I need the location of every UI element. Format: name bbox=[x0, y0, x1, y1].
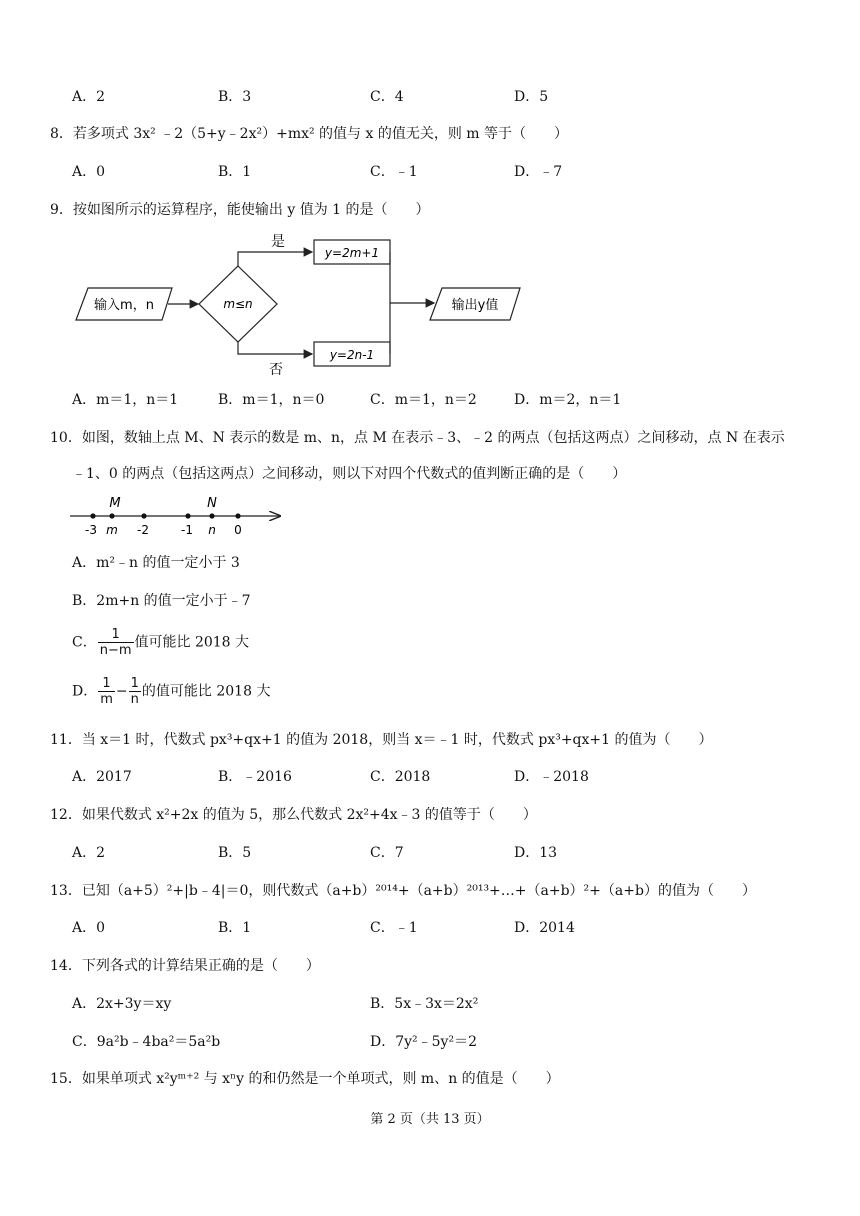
question-11-stem: 11．当 x＝1 时，代数式 px³+qx+1 的值为 2018，则当 x＝﹣1 时，代数式 px³+qx+1 的值为（ ） bbox=[50, 732, 713, 748]
q7-options bbox=[72, 87, 832, 107]
output-label: 输出y值 bbox=[451, 298, 499, 313]
fraction bbox=[98, 676, 115, 707]
input-label: 输入m，n bbox=[94, 298, 154, 313]
point-zero bbox=[235, 513, 240, 518]
q14-options-row2 bbox=[72, 1032, 832, 1052]
option[interactable]: B．1 bbox=[218, 164, 252, 180]
option[interactable]: B．﹣2016 bbox=[218, 769, 292, 785]
question-12-stem: 12．如果代数式 x²+2x 的值为 5，那么代数式 2x²+4x﹣3 的值等于（ ） bbox=[50, 807, 537, 823]
q10-option-b[interactable]: B．2m+n 的值一定小于﹣7 bbox=[72, 593, 251, 609]
tick-label: 0 bbox=[234, 523, 242, 537]
q12-options bbox=[72, 843, 832, 863]
option[interactable]: C．2018 bbox=[370, 769, 431, 785]
numerator: 1 bbox=[98, 676, 115, 692]
option[interactable]: C．9a²b﹣4ba²＝5a²b bbox=[72, 1034, 221, 1050]
option[interactable]: D．5 bbox=[514, 89, 549, 105]
point-n bbox=[209, 513, 214, 518]
q8-options bbox=[72, 162, 832, 182]
flowchart bbox=[70, 228, 530, 380]
number-line bbox=[68, 490, 288, 538]
option[interactable]: B．m＝1，n＝0 bbox=[218, 392, 325, 408]
option[interactable]: A．2 bbox=[72, 845, 106, 861]
option[interactable]: D．13 bbox=[514, 845, 558, 861]
q11-options bbox=[72, 767, 832, 787]
point-minus1 bbox=[185, 513, 190, 518]
condition-label: m≤n bbox=[223, 297, 253, 311]
q13-options bbox=[72, 918, 832, 938]
q9-options bbox=[72, 390, 832, 410]
fraction bbox=[98, 627, 134, 658]
point-minus3 bbox=[90, 513, 95, 518]
tick-label: -3 bbox=[85, 523, 97, 537]
no-formula: y=2n-1 bbox=[329, 348, 375, 362]
q10-option-a[interactable]: A．m²﹣n 的值一定小于 3 bbox=[72, 555, 240, 571]
q14-options-row1 bbox=[72, 994, 832, 1014]
option-text: 值可能比 2018 大 bbox=[134, 634, 250, 651]
question-14-stem: 14．下列各式的计算结果正确的是（ ） bbox=[50, 958, 320, 974]
operator: − bbox=[115, 683, 128, 700]
option[interactable]: D．7y²﹣5y²＝2 bbox=[370, 1034, 477, 1050]
option[interactable]: D．﹣2018 bbox=[514, 769, 589, 785]
page-footer: 第 2 页（共 13 页） bbox=[370, 1112, 490, 1127]
option[interactable]: A．0 bbox=[72, 164, 106, 180]
tick-label: -2 bbox=[137, 523, 149, 537]
option[interactable]: B．5 bbox=[218, 845, 252, 861]
question-10-stem-2: ﹣1、0 的两点（包括这两点）之间移动，则以下对四个代数式的值判断正确的是（ ） bbox=[72, 466, 627, 482]
tick-label: m bbox=[106, 523, 118, 537]
point-m bbox=[109, 513, 114, 518]
fraction bbox=[129, 676, 141, 707]
option[interactable]: B．1 bbox=[218, 920, 252, 936]
option[interactable]: D．﹣7 bbox=[514, 164, 563, 180]
no-label: 否 bbox=[269, 362, 283, 378]
no-arrow bbox=[238, 342, 312, 354]
q10-option-d[interactable] bbox=[72, 676, 270, 707]
question-13-stem: 13．已知（a+5）²+|b﹣4|＝0，则代数式（a+b）²⁰¹⁴+（a+b）²⁰¹³+…+（a+b）²+（a+b）的值为（ ） bbox=[50, 883, 756, 899]
point-minus2 bbox=[141, 513, 146, 518]
option-text: 的值可能比 2018 大 bbox=[141, 683, 271, 700]
label-M: M bbox=[109, 496, 121, 511]
denominator: n−m bbox=[99, 643, 132, 658]
numerator: 1 bbox=[98, 627, 134, 643]
question-15-stem: 15．如果单项式 x²yᵐ⁺² 与 xⁿy 的和仍然是一个单项式，则 m、n 的值是（ ） bbox=[50, 1071, 560, 1087]
option[interactable]: B．5x﹣3x＝2x² bbox=[370, 996, 479, 1012]
denominator: n bbox=[130, 692, 139, 707]
option[interactable]: C．4 bbox=[370, 89, 404, 105]
option[interactable]: A．2 bbox=[72, 89, 106, 105]
option-letter: C． bbox=[72, 634, 97, 651]
yes-formula: y=2m+1 bbox=[324, 246, 380, 260]
option-letter: D． bbox=[72, 683, 98, 700]
option[interactable]: C．7 bbox=[370, 845, 404, 861]
option[interactable]: C．﹣1 bbox=[370, 164, 418, 180]
option[interactable]: C．m＝1，n＝2 bbox=[370, 392, 477, 408]
option[interactable]: A．2x+3y＝xy bbox=[72, 996, 172, 1012]
option[interactable]: A．m＝1，n＝1 bbox=[72, 392, 179, 408]
tick-label: -1 bbox=[181, 523, 193, 537]
tick-label: n bbox=[208, 523, 216, 537]
option[interactable]: D．2014 bbox=[514, 920, 575, 936]
question-8-stem: 8．若多项式 3x² ﹣2（5+y﹣2x²）+mx² 的值与 x 的值无关，则 m 等于（ ） bbox=[50, 126, 569, 142]
option[interactable]: D．m＝2，n＝1 bbox=[514, 392, 622, 408]
q10-option-c[interactable] bbox=[72, 627, 249, 658]
denominator: m bbox=[100, 692, 113, 707]
question-10-stem-1: 10．如图，数轴上点 M、N 表示的数是 m、n，点 M 在表示﹣3、﹣2 的两点（包括这两点）之间移动，点 N 在表示 bbox=[50, 430, 785, 446]
question-9-stem: 9．按如图所示的运算程序，能使输出 y 值为 1 的是（ ） bbox=[50, 202, 430, 218]
numerator: 1 bbox=[130, 676, 139, 691]
label-N: N bbox=[207, 496, 217, 511]
option[interactable]: A．2017 bbox=[72, 769, 132, 785]
yes-arrow bbox=[238, 252, 312, 266]
option[interactable]: C．﹣1 bbox=[370, 920, 418, 936]
option[interactable]: B．3 bbox=[218, 89, 252, 105]
yes-label: 是 bbox=[271, 234, 285, 250]
option[interactable]: A．0 bbox=[72, 920, 106, 936]
